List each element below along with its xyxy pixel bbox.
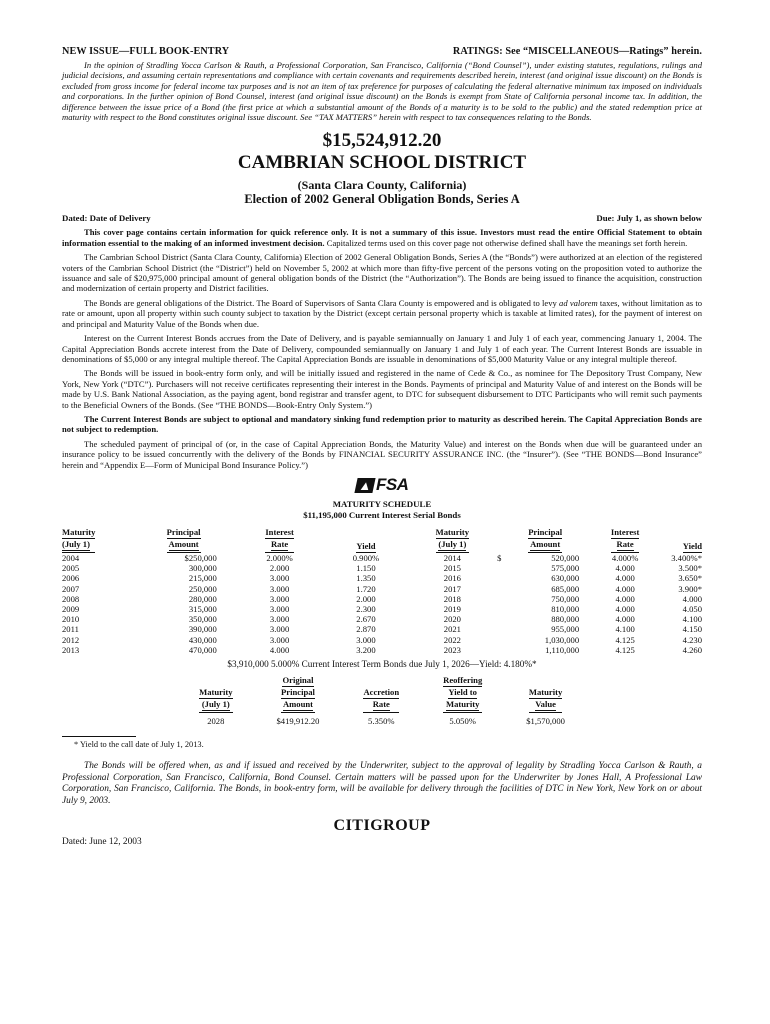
- cab-maturity-value: $1,570,000: [526, 716, 565, 726]
- header-text: Maturity: [528, 687, 563, 697]
- table-cell: 390,000: [188, 624, 217, 635]
- table-row: [62, 553, 702, 563]
- header-text: Maturity: [62, 526, 96, 537]
- table-row: [62, 584, 702, 594]
- table-cell: 4.000: [615, 573, 635, 584]
- table-row: [62, 614, 702, 624]
- cover-notice: [62, 227, 702, 248]
- insurance-paragraph: The scheduled payment of principal of (or, in the case of Capital Appreciation Bonds, the Maturity Value) and interest on the Bonds when due will be guaranteed under an insurance policy to be issued concurrently with the delivery of the Bonds by FINANCIAL SECURITY ASSURANCE INC. (the “Insurer”). (See “THE BONDS—Bond Insurance” herein and “Appendix E—Form of Municipal Bond Insurance Policy.”): [62, 438, 702, 470]
- table-cell: $: [497, 552, 502, 563]
- table-cell: 2.870: [356, 624, 376, 635]
- schedule-subtitle: $11,195,000 Current Interest Serial Bonds: [303, 509, 461, 520]
- table-cell: 3.400%*: [671, 552, 702, 563]
- cab-col-accretion: [341, 675, 421, 713]
- table-cell: 3.000: [269, 624, 290, 635]
- table-cell: [497, 563, 523, 573]
- table-cell: [497, 604, 523, 614]
- table-row: [62, 594, 702, 604]
- table-row: [62, 645, 702, 655]
- table-cell: 215,000: [188, 573, 217, 584]
- col-principal-2: [497, 527, 593, 553]
- table-cell: 4.000: [615, 603, 635, 614]
- header-text: Maturity: [445, 699, 480, 709]
- header-text: Yield: [682, 540, 702, 551]
- table-cell: 4.050: [682, 603, 702, 614]
- header-text: Principal: [281, 687, 315, 697]
- table-cell: 2006: [62, 573, 80, 584]
- table-cell: 2023: [443, 644, 461, 655]
- header-text: Rate: [616, 538, 634, 549]
- header-text: Reoffering: [443, 675, 483, 685]
- table-cell: 4.000: [615, 614, 635, 625]
- cab-reoffering-yield: 5.050%: [449, 716, 476, 726]
- table-row: [62, 604, 702, 614]
- table-cell: 955,000: [551, 624, 580, 635]
- ratings-reference: RATINGS: See “MISCELLANEOUS—Ratings” herein.: [452, 46, 702, 57]
- table-cell: 1,030,000: [544, 634, 580, 645]
- table-cell: [132, 563, 158, 573]
- table-cell: 4.260: [682, 644, 702, 655]
- table-cell: [132, 594, 158, 604]
- term-bonds-line: $3,910,000 5.000% Current Interest Term Bonds due July 1, 2026—Yield: 4.180%*: [227, 659, 537, 669]
- table-cell: 2014: [443, 552, 461, 563]
- table-cell: [132, 635, 158, 645]
- header-text: Rate: [270, 538, 289, 549]
- table-cell: 4.150: [682, 624, 702, 635]
- table-row: [62, 624, 702, 634]
- table-cell: [497, 584, 523, 594]
- underwriter-name: CITIGROUP: [333, 816, 431, 834]
- table-cell: 3.500*: [678, 563, 702, 574]
- header-text: (July 1): [438, 538, 467, 549]
- table-cell: 4.000%: [611, 552, 639, 563]
- table-cell: [132, 573, 158, 583]
- dated-label: Dated: Date of Delivery: [62, 213, 151, 224]
- table-cell: 2008: [62, 593, 80, 604]
- table-cell: 2022: [443, 634, 461, 645]
- ad-valorem-text: ad valorem: [559, 297, 598, 308]
- header-text: Accretion: [363, 687, 400, 697]
- header-text: Interest: [610, 526, 640, 537]
- header-text: Yield to: [448, 687, 477, 697]
- capital-appreciation-table: [177, 675, 587, 726]
- table-cell: 575,000: [551, 563, 580, 574]
- table-cell: 2007: [62, 583, 80, 594]
- table-cell: 1,110,000: [545, 644, 580, 655]
- table-cell: 430,000: [188, 634, 217, 645]
- header-text: Original: [282, 675, 314, 685]
- header-text: (July 1): [62, 538, 90, 549]
- col-interest-rate-2: [593, 527, 657, 553]
- header-text: Maturity: [199, 687, 233, 697]
- header-text: Maturity: [435, 526, 470, 537]
- table-cell: 4.100: [682, 614, 702, 625]
- table-row: [62, 573, 702, 583]
- table-cell: 3.000: [269, 573, 290, 584]
- table-cell: 4.000: [269, 644, 290, 655]
- security-text-a: The Bonds are general obligations of the District. The Board of Supervisors of Santa Clara County is empowered and is obligated to levy: [84, 297, 560, 308]
- fsa-logo: [62, 475, 702, 495]
- table-cell: 3.200: [356, 644, 376, 655]
- table-cell: 520,000: [551, 552, 580, 563]
- issuer-name: CAMBRIAN SCHOOL DISTRICT: [237, 152, 527, 174]
- redemption-text: The Current Interest Bonds are subject to optional and mandatory sinking fund redemption prior to maturity as described herein. The Capital Appreciation Bonds are not subject to redemption.: [62, 413, 702, 435]
- table-cell: 685,000: [551, 583, 580, 594]
- table-cell: 350,000: [188, 614, 217, 625]
- footnote-rule: [62, 736, 136, 737]
- security-paragraph: [62, 298, 702, 329]
- cover-notice-bold: This cover page contains certain information for quick reference only. It is not a summary of this issue. Investors must read the entire Official Statement to obtain information essential to the making of an informed investment decision.: [62, 227, 702, 248]
- table-cell: 4.000: [615, 593, 635, 604]
- table-cell: 315,000: [188, 603, 217, 614]
- cab-col-reoffering: [421, 675, 504, 713]
- table-cell: 2.000: [356, 593, 376, 604]
- schedule-body: [62, 553, 702, 655]
- dated-due-line: [62, 213, 702, 223]
- table-cell: 3.000: [356, 634, 376, 645]
- table-cell: $250,000: [184, 552, 217, 563]
- fsa-logo-text: FSA: [375, 474, 409, 494]
- table-cell: 0.900%: [352, 552, 380, 563]
- maturity-schedule-table: [62, 527, 702, 655]
- table-cell: 2004: [62, 552, 80, 563]
- table-cell: 250,000: [188, 583, 217, 594]
- header-text: Principal: [528, 526, 563, 537]
- table-cell: [132, 624, 158, 634]
- table-cell: 2020: [443, 614, 461, 625]
- maturity-schedule-title: [62, 499, 702, 521]
- table-cell: 2.000: [269, 563, 290, 574]
- book-entry-paragraph: The Bonds will be issued in book-entry form only, and will be initially issued and registered in the name of Cede & Co., as nominee for The Depository Trust Company, New York, New York (“DTC”). Purchasers will not receive certificates representing their interest in the Bonds. Payments of principal and Maturity Value of and interest on the Bonds will be made by U.S. Bank National Association, as the paying agent, bond registrar and transfer agent, to DTC for subsequent disbursement to DTC Participants who will remit such payments to the Beneficial Owners of the Bonds. (See “THE BONDS—Book-Entry Only System.”): [62, 368, 702, 410]
- table-cell: 2010: [62, 614, 80, 625]
- schedule-header-row: [62, 527, 702, 553]
- interest-paragraph: Interest on the Current Interest Bonds accrues from the Date of Delivery, and is payable semiannually on January 1 and July 1 of each year, commencing January 1, 2004. The Capital Appreciation Bonds accrete interest from the Date of Delivery, compounded semiannually on January 1 and July 1 of each year. The Current Interest Bonds are issuable in denominations of $5,000 or any integral multiple thereof. The Capital Appreciation Bonds are issuable in denominations of $5,000 Maturity Value or any integral multiple thereof.: [62, 333, 702, 364]
- table-row: [62, 635, 702, 645]
- fsa-mark-icon: ▲: [354, 478, 376, 493]
- redemption-paragraph: [62, 414, 702, 435]
- table-cell: 630,000: [551, 573, 580, 584]
- header-text: Value: [535, 699, 556, 709]
- table-cell: 2018: [443, 593, 461, 604]
- table-cell: 2012: [62, 634, 80, 645]
- table-cell: [132, 553, 158, 563]
- table-cell: 2.670: [356, 614, 376, 625]
- issue-amount: $15,524,912.20: [322, 130, 442, 152]
- header-text: Amount: [168, 538, 199, 549]
- table-cell: [497, 573, 523, 583]
- cab-col-value: [504, 675, 587, 713]
- col-yield-2: [657, 527, 702, 553]
- table-cell: 2013: [62, 644, 80, 655]
- cab-col-original: [255, 675, 342, 713]
- table-cell: 3.650*: [678, 573, 702, 584]
- col-maturity: [62, 527, 132, 553]
- closing-paragraph: The Bonds will be offered when, as and if issued and received by the Underwriter, subject to the approval of legality by Stradling Yocca Carlson & Rauth, a Professional Corporation, San Francisco, California, Bond Counsel. Certain matters will be passed upon for the Underwriter by Jones Hall, A Professional Law Corporation, San Francisco, California. The Bonds, in book-entry form, will be available for delivery through the facilities of DTC in New York, New York on or about July 9, 2003.: [62, 761, 702, 806]
- table-cell: 880,000: [551, 614, 580, 625]
- table-cell: 2017: [443, 583, 461, 594]
- table-cell: 2009: [62, 603, 80, 614]
- table-cell: 1.150: [356, 563, 376, 574]
- table-cell: 4.100: [615, 624, 635, 635]
- table-cell: [132, 645, 158, 655]
- table-cell: 1.350: [356, 573, 376, 584]
- table-cell: [497, 624, 523, 634]
- table-cell: [132, 604, 158, 614]
- table-cell: 2016: [443, 573, 461, 584]
- header-text: Principal: [166, 526, 201, 537]
- table-cell: 3.000: [269, 634, 290, 645]
- header-text: Interest: [265, 526, 294, 537]
- header-text: (July 1): [201, 699, 230, 709]
- table-cell: 4.125: [615, 634, 635, 645]
- table-cell: 810,000: [551, 603, 580, 614]
- table-cell: 280,000: [188, 593, 217, 604]
- header-text: Yield: [356, 540, 376, 551]
- header-line: [62, 46, 702, 57]
- col-principal: [132, 527, 234, 553]
- authorization-paragraph: The Cambrian School District (Santa Clara County, California) Election of 2002 General Obligation Bonds, Series A (the “Bonds”) were authorized at an election of the registered voters of the Cambrian School District (the “District”) held on November 5, 2002 at which more than fifty-five percent of the persons voting on the proposition voted to authorize the issuance and sale of $20,975,000 principal amount of general obligation bonds of the District (the “Authorization”). The Bonds are being issued to finance the acquisition, construction and modernization of certain property and District facilities.: [62, 252, 702, 294]
- table-cell: 2019: [443, 603, 461, 614]
- cab-maturity: 2028: [207, 716, 225, 726]
- cab-row: [177, 713, 587, 726]
- table-cell: 470,000: [188, 644, 217, 655]
- cab-header-row: [177, 675, 587, 713]
- cab-accretion-rate: 5.350%: [368, 716, 395, 726]
- table-cell: 3.000: [269, 593, 290, 604]
- col-interest-rate: [235, 527, 325, 553]
- col-yield: [324, 527, 407, 553]
- table-cell: 750,000: [551, 593, 580, 604]
- table-cell: 2.000%: [266, 552, 293, 563]
- schedule-title: MATURITY SCHEDULE: [332, 498, 432, 509]
- table-cell: [132, 614, 158, 624]
- header-text: Amount: [530, 538, 561, 549]
- cover-notice-rest: Capitalized terms used on this cover page not otherwise defined shall have the meanings set forth herein.: [324, 237, 688, 248]
- official-statement-cover: [62, 46, 702, 847]
- table-cell: 3.000: [269, 583, 290, 594]
- security-text-b: taxes, without limitation as to rate or amount, upon all property within such county subject to taxation by the District (except certain personal property which is taxable at limited rates), for the payment of interest on and principal and Maturity Value of the Bonds when due.: [62, 297, 702, 329]
- statement-date: Dated: June 12, 2003: [62, 836, 142, 847]
- table-cell: 4.000: [615, 563, 635, 574]
- footnote: * Yield to the call date of July 1, 2013.: [74, 740, 204, 749]
- header-text: Rate: [372, 699, 390, 709]
- cab-col-maturity: [177, 675, 254, 713]
- table-cell: 2005: [62, 563, 80, 574]
- table-cell: [132, 584, 158, 594]
- table-cell: 300,000: [188, 563, 217, 574]
- issue-type: NEW ISSUE—FULL BOOK-ENTRY: [62, 46, 230, 57]
- table-row: [62, 563, 702, 573]
- table-cell: [497, 614, 523, 624]
- table-cell: [497, 635, 523, 645]
- col-maturity-2: [408, 527, 498, 553]
- header-text: Amount: [282, 699, 314, 709]
- table-cell: 3.000: [269, 603, 290, 614]
- cab-original-amount: $419,912.20: [276, 716, 320, 726]
- due-label: Due: July 1, as shown below: [596, 213, 702, 224]
- issuer-county: (Santa Clara County, California): [297, 178, 467, 193]
- table-cell: 4.230: [682, 634, 702, 645]
- table-cell: [497, 645, 523, 655]
- table-cell: 1.720: [356, 583, 376, 594]
- table-cell: 3.900*: [678, 583, 702, 594]
- table-cell: 2011: [62, 624, 79, 635]
- table-cell: [497, 594, 523, 604]
- table-cell: 4.000: [682, 593, 702, 604]
- table-cell: 2021: [443, 624, 461, 635]
- table-cell: 2.300: [356, 603, 376, 614]
- bond-series-title: Election of 2002 General Obligation Bonds, Series A: [244, 192, 520, 207]
- table-cell: 4.000: [615, 583, 635, 594]
- table-cell: 2015: [443, 563, 461, 574]
- bond-counsel-opinion: In the opinion of Stradling Yocca Carlson & Rauth, a Professional Corporation, San Francisco, California (“Bond Counsel”), under existing statutes, regulations, rulings and judicial decisions, and assuming certain representations and compliance with certain covenants and requirements described herein, interest (and original issue discount) on the Bonds is excluded from gross income for federal income tax purposes and is not an item of tax preference for purposes of calculating the federal alternative minimum tax imposed on individuals and corporations. In the further opinion of Bond Counsel, interest (and original issue discount) on the Bonds is exempt from State of California personal income tax. In addition, the difference between the issue price of a Bond (the first price at which a substantial amount of the Bonds of a maturity is to be sold to the public) and the stated redemption price at maturity with respect to the Bond constitutes original issue discount. See “TAX MATTERS” herein with respect to tax consequences relating to the Bonds.: [62, 60, 702, 123]
- table-cell: 4.125: [615, 644, 635, 655]
- table-cell: 3.000: [269, 614, 290, 625]
